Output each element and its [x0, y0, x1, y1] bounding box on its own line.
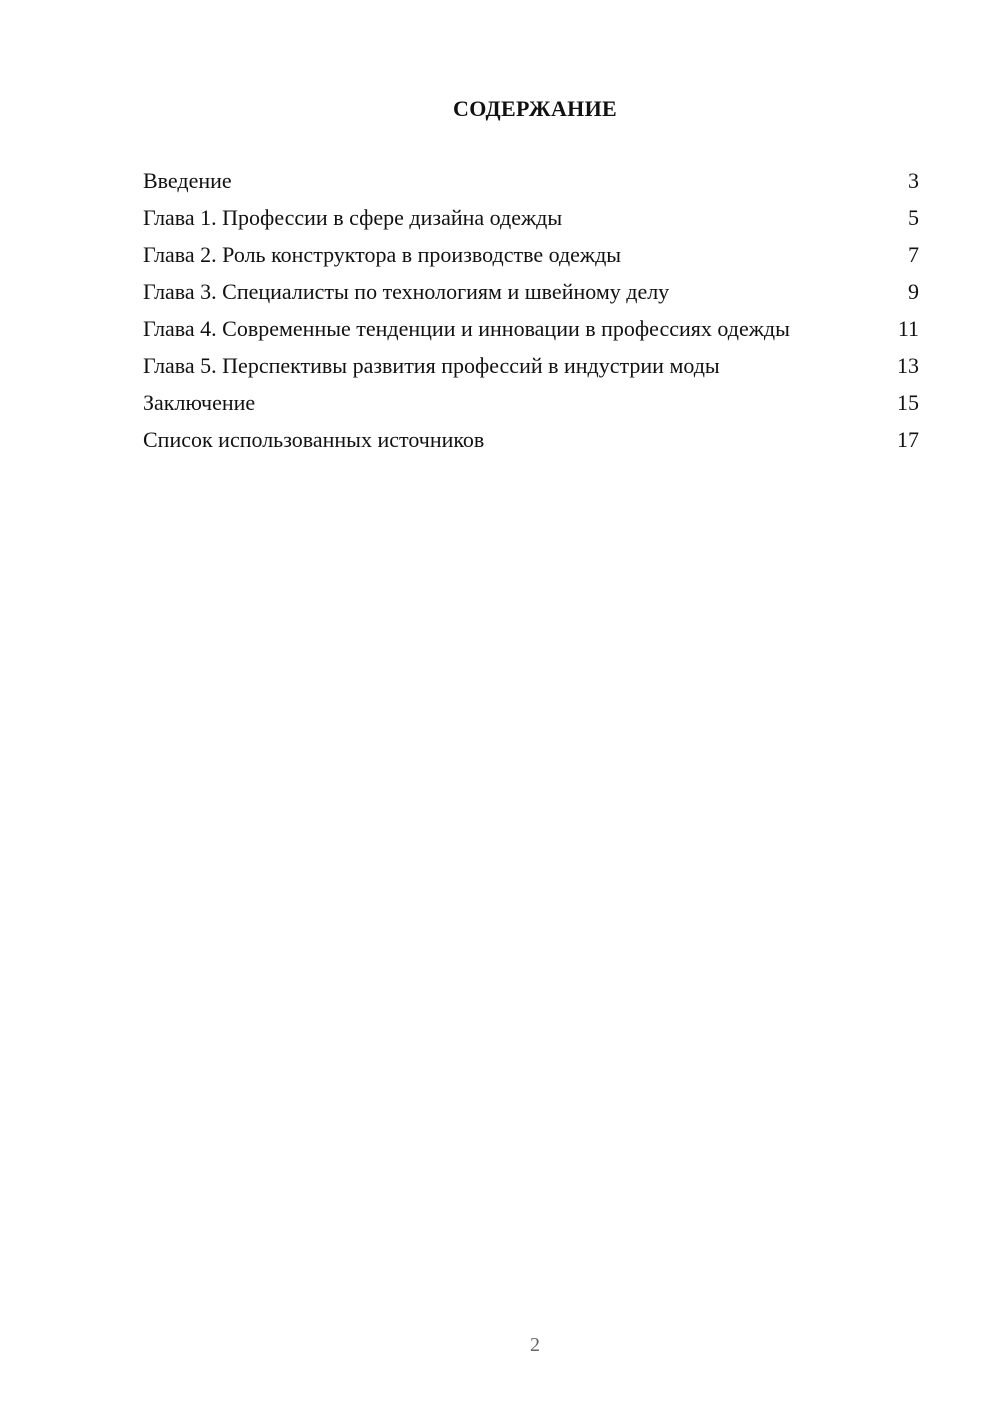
- toc-entry-label: Введение: [143, 168, 232, 193]
- toc-entry-label: Глава 2. Роль конструктора в производстве одежды: [143, 242, 622, 267]
- toc-entry-chapter-1: [143, 205, 919, 231]
- toc-entry-label: Глава 1. Профессии в сфере дизайна одежды: [143, 205, 563, 230]
- toc-entry-label: Глава 3. Специалисты по технологиям и швейному делу: [143, 279, 670, 304]
- toc-entry-page: 13: [897, 353, 919, 378]
- toc-entry-label: Глава 5. Перспективы развития профессий в индустрии моды: [143, 353, 720, 378]
- toc-entry-chapter-5: [143, 353, 919, 379]
- page-title: СОДЕРЖАНИЕ: [453, 96, 617, 121]
- toc-entry-page: 17: [897, 427, 919, 452]
- toc-entry-page: 7: [908, 242, 919, 267]
- toc-entry-page: 5: [908, 205, 919, 230]
- toc-entry-label: Заключение: [143, 390, 256, 415]
- toc-entry-chapter-3: [143, 279, 919, 305]
- toc-entry-label: Глава 4. Современные тенденции и инновации в профессиях одежды: [143, 316, 790, 341]
- table-of-contents: [143, 168, 919, 464]
- toc-entry-label: Список использованных источников: [143, 427, 485, 452]
- toc-entry-page: 3: [908, 168, 919, 193]
- toc-entry-chapter-2: [143, 242, 919, 268]
- page-number: 2: [530, 1334, 540, 1356]
- toc-entry-page: 11: [897, 316, 919, 341]
- toc-entry-chapter-4: [143, 316, 919, 342]
- toc-entry-page: 15: [897, 390, 919, 415]
- toc-entry-page: 9: [908, 279, 919, 304]
- toc-entry-conclusion: [143, 390, 919, 416]
- toc-entry-references: [143, 427, 919, 453]
- toc-entry-introduction: [143, 168, 919, 194]
